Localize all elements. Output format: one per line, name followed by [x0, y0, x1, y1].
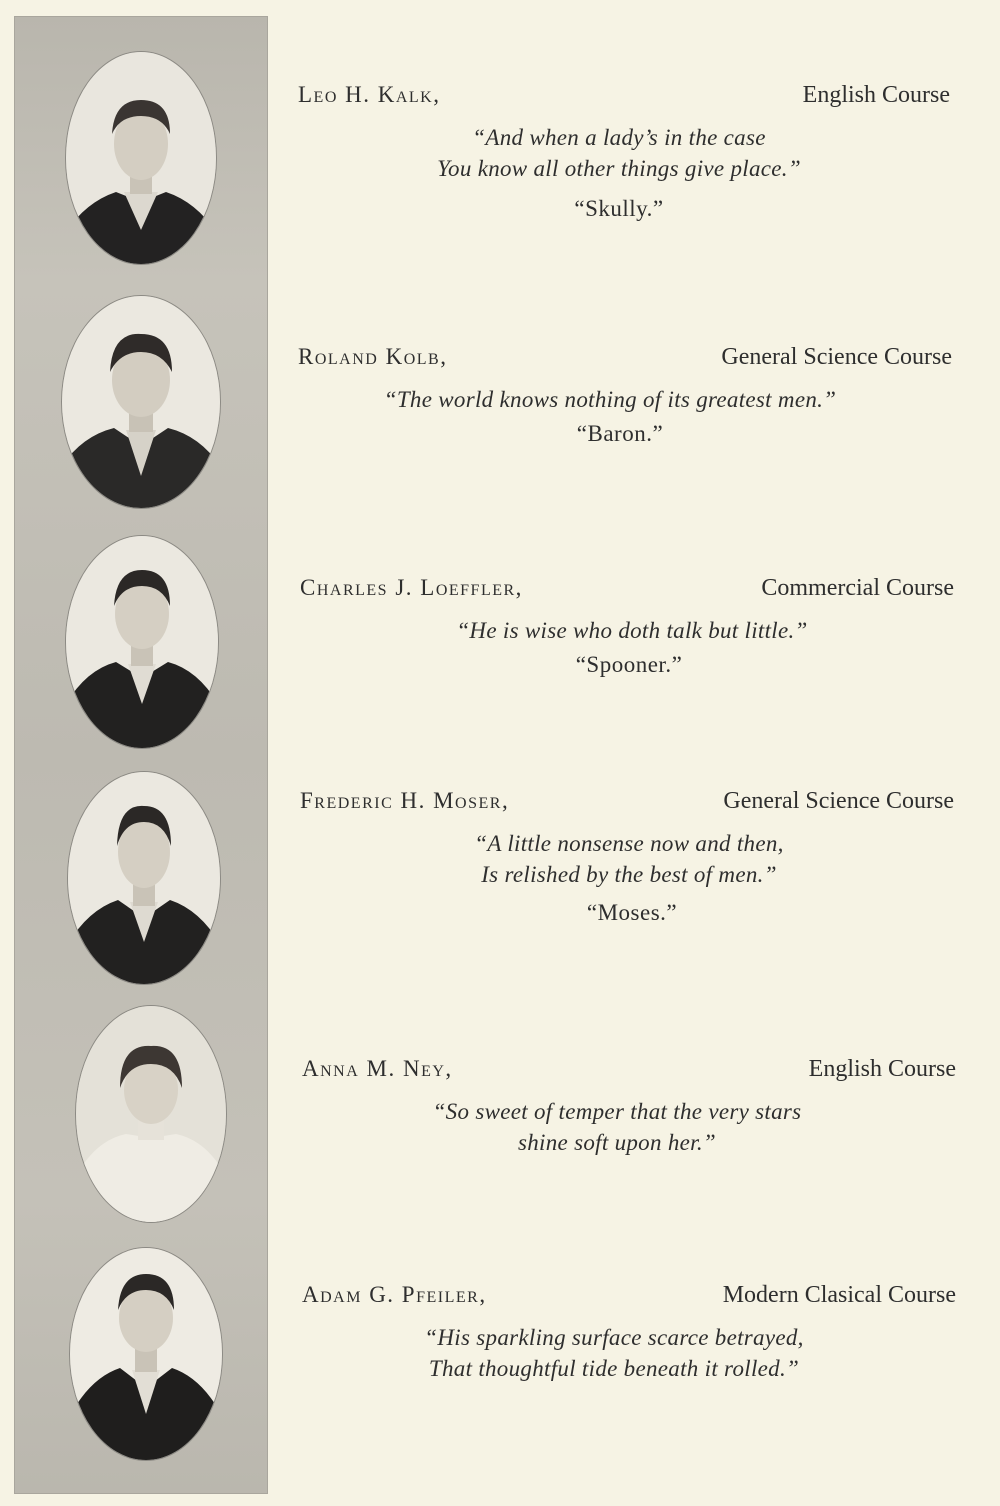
entry-adam-pfeiler	[302, 1282, 956, 1384]
portrait-leo-kalk	[66, 52, 216, 264]
entry-charles-loeffler	[300, 575, 954, 678]
course-name: English Course	[802, 82, 950, 108]
nickname: “Baron.”	[576, 421, 664, 446]
course-name: General Science Course	[723, 788, 954, 814]
entry-header	[302, 1056, 956, 1086]
student-name: Charles J. Loeffler,	[300, 575, 523, 600]
course-name: General Science Course	[721, 344, 952, 370]
entry-roland-kolb	[298, 344, 952, 447]
quote	[300, 828, 954, 890]
nickname: “Spooner.”	[575, 652, 683, 677]
entry-frederic-moser	[300, 788, 954, 926]
quote-line: “So sweet of temper that the very stars	[432, 1099, 802, 1124]
nickname: “Moses.”	[586, 900, 678, 925]
quote-line: Is relished by the best of men.”	[481, 862, 777, 887]
quote-line: You know all other things give place.”	[437, 156, 801, 181]
portrait-adam-pfeiler	[70, 1248, 222, 1460]
quote-line: shine soft upon her.”	[518, 1130, 716, 1155]
course-name: Modern Clasical Course	[722, 1282, 956, 1308]
quote	[300, 615, 954, 646]
student-name: Roland Kolb,	[298, 344, 448, 369]
portrait-anna-ney	[76, 1006, 226, 1222]
quote-line: “He is wise who doth talk but little.”	[456, 618, 808, 643]
portrait-roland-kolb	[62, 296, 220, 508]
quote-line: “And when a lady’s in the case	[472, 125, 766, 150]
quote	[298, 122, 950, 184]
portrait-frederic-moser	[68, 772, 220, 984]
entry-leo-kalk	[298, 82, 950, 222]
quote	[298, 384, 952, 415]
entry-header	[298, 82, 950, 112]
quote	[302, 1096, 956, 1158]
nickname: “Skully.”	[574, 196, 664, 221]
student-name: Leo H. Kalk,	[298, 82, 441, 107]
quote-line: “The world knows nothing of its greatest men.”	[383, 387, 837, 412]
quote	[302, 1322, 956, 1384]
quote-line: That thoughtful tide beneath it rolled.”	[428, 1356, 800, 1381]
portrait-charles-loeffler	[66, 536, 218, 748]
student-name: Frederic H. Moser,	[300, 788, 510, 813]
entry-anna-ney	[302, 1056, 956, 1158]
quote-line: “His sparkling surface scarce betrayed,	[424, 1325, 804, 1350]
entry-header	[300, 788, 954, 818]
student-name: Anna M. Ney,	[302, 1056, 453, 1081]
entry-header	[298, 344, 952, 374]
quote-line: “A little nonsense now and then,	[474, 831, 784, 856]
student-name: Adam G. Pfeiler,	[302, 1282, 487, 1307]
course-name: English Course	[808, 1056, 956, 1082]
entry-header	[300, 575, 954, 605]
entry-header	[302, 1282, 956, 1312]
course-name: Commercial Course	[761, 575, 954, 601]
